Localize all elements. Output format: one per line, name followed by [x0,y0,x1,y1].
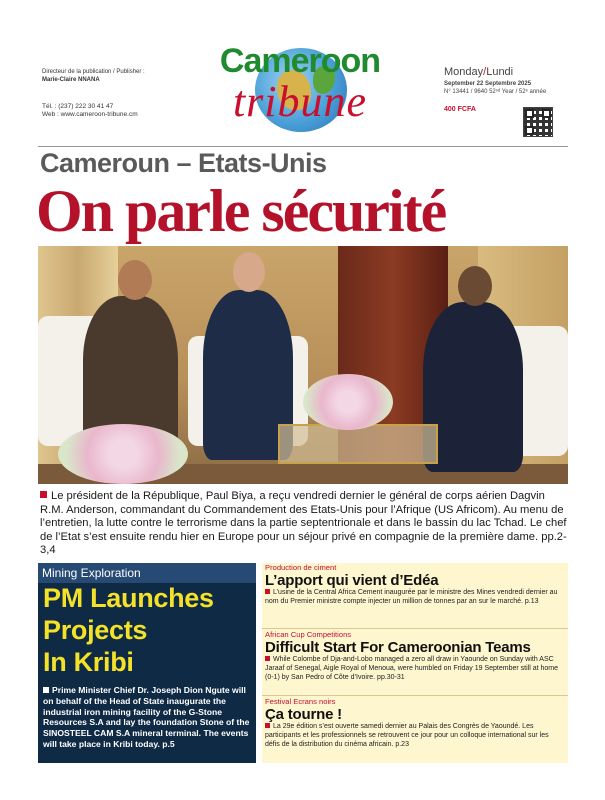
brief-tag: African Cup Competitions [265,630,352,639]
bullet-square-icon [265,723,270,728]
brief-body: While Colombe of Dja-and-Lobo managed a zero all draw in Yaounde on Sunday with ASC Jaraaf of Senegal, Aigle Royal of Menoua, were humbled on Friday 19 September still at home (0-1) by San Pedro of Côte d’Ivoire. pp.30-31 [265,656,558,681]
lead-photo [38,246,568,484]
brief-title: L’apport qui vient d’Edéa [265,572,439,589]
person-right [423,302,523,472]
brief-african-cup[interactable] [262,630,568,682]
brief-title: Ça tourne ! [265,706,342,723]
brief-divider [262,628,568,629]
brief-body: L’usine de la Central Africa Cement inaugurée par le ministre des Mines vendredi dernier au nom du Premier ministre compte injecter un million de tonnes par an sur le marché. p.13 [265,589,558,605]
lead-headline[interactable]: On parle sécurité [36,178,446,244]
qr-code-icon[interactable] [523,107,553,137]
price: 400 FCFA [444,106,476,113]
issue-number: N° 13441 / 9640 52ⁿᵈ Year / 52ᵉ année [444,89,547,95]
brief-festival[interactable] [262,697,568,749]
mining-tag: Mining Exploration [38,563,256,583]
bullet-square-icon [265,589,270,594]
brief-tag: Production de ciment [265,563,337,572]
flower-bouquet [303,374,393,430]
briefs-column [262,563,568,763]
mining-title: PM Launches Projects In Kribi [43,583,214,677]
masthead-divider [38,146,568,147]
bullet-square-icon [43,687,49,693]
mining-body: Prime Minister Chief Dr. Joseph Dion Ngute will on behalf of the Head of State inaugurate the industrial iron mining facility of the G-Stone Resources S.A and lay the foundation Stone of the SINOSTEEL CAM S.A mineral terminal. The events will take place in Kribi today. p.5 [43,685,250,749]
publisher-label: Directeur de la publication / Publisher : [42,69,145,75]
brief-divider [262,695,568,696]
issue-date: September 22 Septembre 2025 [444,81,532,87]
brief-body: La 29e édition s’est ouverte samedi dernier au Palais des Congrès de Yaoundé. Les participants et les professionnels se retrouvent ce jour pour un colloque international sur les défis de la distribution du cinéma africain. p.23 [265,723,549,748]
publisher-info [42,68,202,119]
brief-title: Difficult Start For Cameroonian Teams [265,639,531,656]
issue-day: Monday/Lundi [444,66,514,78]
bullet-square-icon [265,656,270,661]
bullet-square-icon [40,491,47,498]
lead-kicker: Cameroun – Etats-Unis [40,148,327,178]
flower-bouquet [58,424,188,484]
cameroon-tribune-logo [205,42,395,132]
lead-caption: Le président de la République, Paul Biya, a reçu vendredi dernier le général de corps aérien Dagvin R.M. Anderson, commandant du Commandement des Etats-Unis pour l’Afrique (US Africom). Au menu de l’entretien, la lutte contre le terrorisme dans la partie septentrionale et dans le bassin du lac Tchad. Le chef de l’Etat s’est ensuite rendu hier en Europe pour un séjour privé en compagnie de la première dame. pp.2-3,4 [40,490,567,556]
logo-text-tribune: tribune [232,77,368,126]
publisher-name: Marie-Claire NNANA [42,77,100,83]
telephone: Tél. : (237) 222 30 41 47 [42,103,114,110]
brief-tag: Festival Ecrans noirs [265,697,336,706]
brief-cement[interactable] [262,563,568,607]
masthead [0,0,605,148]
logo-text-cameroon: Cameroon [219,42,381,80]
website: Web : www.cameroon-tribune.cm [42,111,138,118]
issue-info [444,66,604,113]
